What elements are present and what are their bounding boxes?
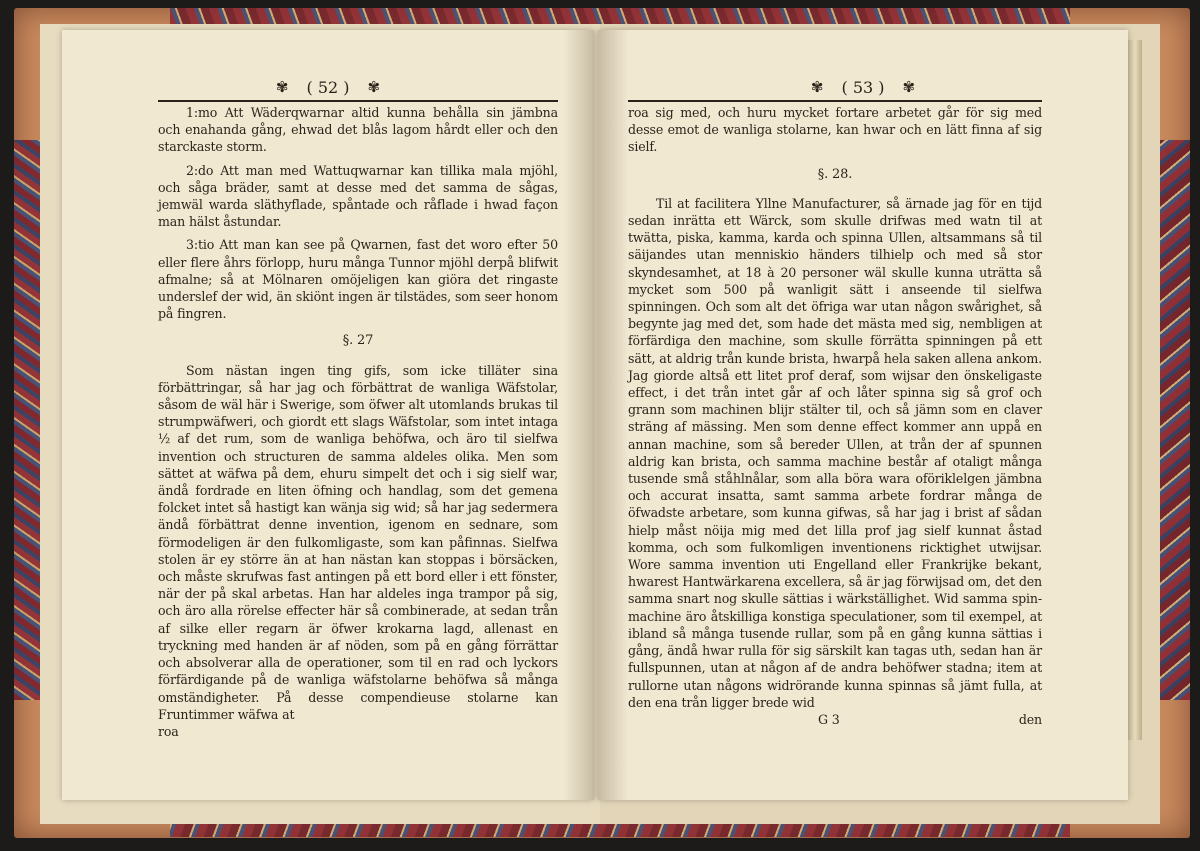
left-page	[62, 30, 594, 800]
paragraph: Til at facilitera Yllne Manufacturer, så ärnade jag för en tijd sedan inrätta ett Wärck, som skulle drifwas med watn til at twätta, piska, kamma, karda och spinna Ullen, altsammans så til säijandes utan menniskio händers tilhielp och med så stor skyndesamhet, at 18 à 20 personer wäl skulle kunna uträtta så mycket som 500 på wanligit sätt i anseende til sielfwa spinningen. Och som alt det öfriga war utan någon swårighet, så begynte jag med det, som hade det mästa med sig, nembligen at förfärdiga den machine, som skulle förrätta spinningen på ett sätt, at aldrig trån kunde brista, hwarpå hela saken allena ankom. Jag giorde altså ett litet prof deraf, som wijsar den önskeligaste effect, i det trån intet går af och låter spinna sig så grof och grann som machinen blijr stälter til, och så jämn som en claver sträng af mässing. Men som denne effect kommer ann uppå en annan machine, som så bereder Ullen, at trån der af spunnen aldrig kan brista, och samma machine består af otaligt många tusende små ståhlnålar, som alla böra wara oföriklelgen jämbna och accurat insatta, samt samma arbete fordrar många de öfwadste arbetare, som kunna gifwas, så har jag i brist af sådan hielp måst nöija mig med det lilla prof jag sielf kunnat åstad komma, och som fulkomligen inventionens ricktighet utwijsar. Wore samma invention uti Engelland eller Frankrijke bekant, hwarest Hantwärkarena excellera, så är jag förwijsad om, det den samma snart nog skulle sättias i wärkställighet. Wid samma spin-machine äro åtskilliga konstiga speculationer, som til exempel, at ibland så många tusende rullar, som på en gång kunna sättias i gång, ändå hwar rulla för sig särskilt kan tagas uth, sedan han är fullspunnen, utan at någon af de andra behöfwer stadna; item at rullorne utan någons widrörande kunna spinnas så jämt fulla, at den ena trån ligger brede wid	[628, 195, 1042, 710]
flower-ornament-icon: ✾	[902, 78, 916, 96]
page-header	[62, 74, 594, 100]
paragraph: 3:tio Att man kan see på Qwarnen, fast det woro efter 50 eller flere åhrs förlopp, huru många Tunnor mjöhl derpå blifwit afmalne; så at Mölnaren omöjeligen kan giöra det ringaste underslef der wid, än skiönt ingen är tilstädes, som seer honom på fingren.	[158, 237, 558, 322]
paragraph: 2:do Att man med Wattuqwarnar kan tillika mala mjöhl, och såga bräder, samt at desse med det samma de sågas, jemwäl warda släthyflade, spåntade och råflade i hwad façon man hälst åstundar.	[158, 162, 558, 230]
page-text	[628, 104, 1042, 728]
header-rule	[628, 100, 1042, 102]
section-heading: §. 28.	[817, 166, 853, 182]
catchword: den	[1018, 711, 1042, 727]
right-page	[598, 30, 1128, 800]
paragraph: 1:mo Att Wäderqwarnar altid kunna behålla sin jämbna och enahanda gång, ehwad det blås lagom hårdt eller och den starckaste storm.	[158, 105, 558, 155]
header-rule	[158, 100, 558, 102]
paragraph: roa sig med, och huru mycket fortare arbetet går för sig med desse emot de wanliga stolarne, kan hwar och en lätt finna af sig sielf.	[628, 105, 1042, 155]
catchword: roa	[158, 723, 179, 739]
gutter-shadow	[598, 30, 628, 800]
page-edges	[1128, 40, 1142, 740]
signature-line	[628, 711, 1042, 728]
page-number: ( 52 )	[306, 77, 350, 97]
flower-ornament-icon: ✾	[367, 78, 381, 96]
page-number: ( 53 )	[841, 77, 885, 97]
signature-mark: G 3	[818, 711, 840, 727]
gutter-shadow	[564, 30, 594, 800]
flower-ornament-icon: ✾	[810, 78, 824, 96]
section-heading: §. 27	[342, 333, 374, 349]
paragraph: Som nästan ingen ting gifs, som icke tilläter sina förbättringar, så har jag och förbättrat de wanliga Wäfstolar, såsom de wäl här i Swerige, som öfwer alt utomlands brukas til strumpwäfweri, och giordt ett slags Wäfstolar, som intet intaga ½ af det rum, som de wanliga behöfwa, och äro til sielfwa invention och structuren de samma aldeles olika. Men som sättet at wäfwa på dem, ehuru simpelt det och i sig sielf war, ändå fordrade en liten öfning och handlag, som det gemena folcket intet så hastigt kan wänja sig wid; så har jag sedermera ändå förbättrat denne invention, igenom en sednare, som förmodeligen är den fulkomligaste, som kan påfinnas. Sielfwa stolen är ey större än at han nästan kan stoppas i börsäcken, och måste skrufwas fast antingen på ett bord eller i ett fönster, när der på skal arbetas. Han har aldeles inga trampor på sig, och äro alla rörelse effecter här så combinerade, at sedan trån af silke eller regarn är öfwer krokarna lagd, allenast en tryckning med handen är af nöden, som på en gång förrättar och absolverar alla de operationer, som til en rad och lyckors förfärdigande på de wanliga wäfstolarne behöfwa så många omständigheter. På desse compendieuse stolarne kan Fruntimmer wäfwa at	[158, 362, 558, 722]
page-header	[598, 74, 1128, 100]
flower-ornament-icon: ✾	[275, 78, 289, 96]
page-text	[158, 104, 558, 740]
